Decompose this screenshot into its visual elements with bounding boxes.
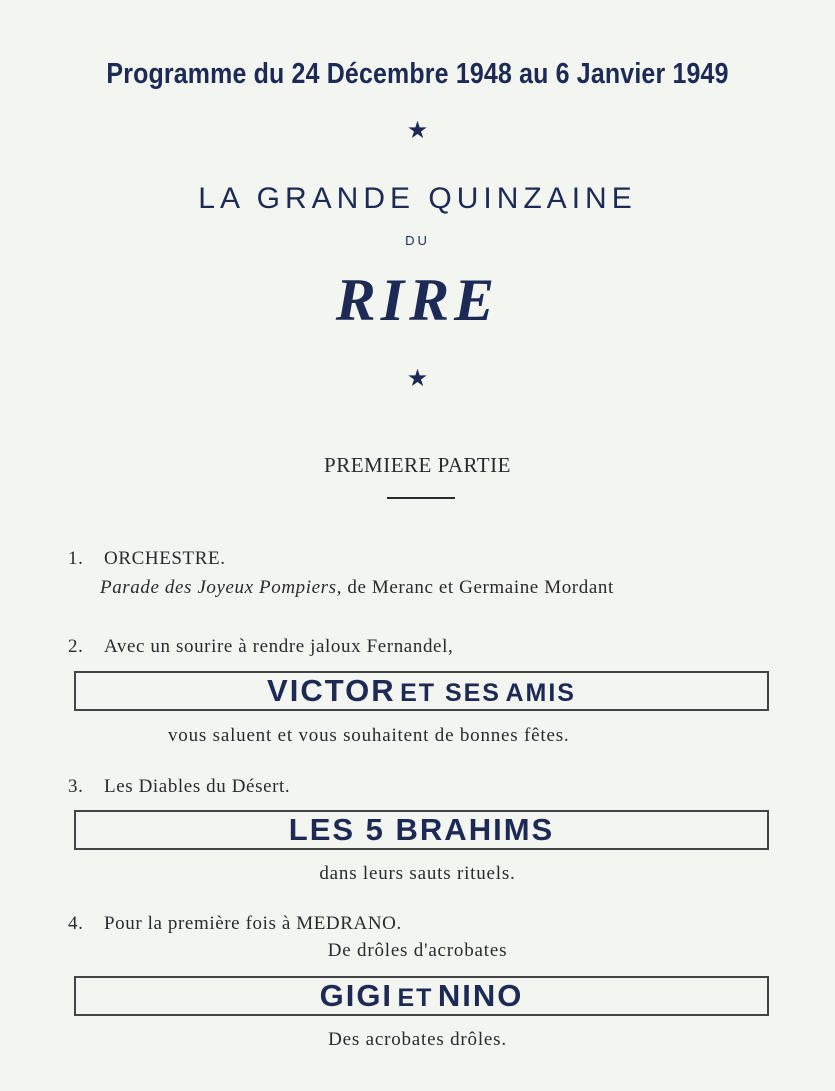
item-1-heading: [68, 548, 226, 570]
item-2-intro: [68, 636, 453, 658]
item-4-intro-2: De drôles d'acrobates: [327, 940, 508, 961]
star-icon: ★: [406, 116, 429, 144]
item-number: 4.: [68, 913, 84, 934]
text-de: de: [347, 577, 367, 598]
act-box-brahims: [74, 810, 769, 850]
item-3-intro: [68, 776, 290, 798]
item-intro: Les Diables du Désert.: [104, 776, 291, 797]
headline-grande-quinzaine: LA GRANDE QUINZAINE: [198, 182, 637, 215]
act-box-victor: [74, 671, 769, 711]
act-name-middle: ET: [397, 984, 434, 1012]
item-1-subtitle: [100, 577, 614, 599]
programme-dates: Programme du 24 Décembre 1948 au 6 Janvier 1949: [106, 58, 729, 90]
act-name: GIGI: [319, 978, 394, 1013]
part-title: PREMIERE PARTIE: [324, 453, 511, 477]
act-box-gigi-nino: [74, 976, 769, 1016]
item-title: ORCHESTRE.: [104, 548, 226, 569]
item-4-intro: [68, 913, 402, 935]
star-icon: ★: [406, 364, 429, 392]
act-name-end: NINO: [437, 978, 524, 1013]
composer-2: Mordant: [544, 577, 614, 598]
item-number: 1.: [68, 548, 84, 569]
composer-1: Meranc: [371, 577, 434, 598]
act-name: VICTOR: [267, 673, 396, 708]
item-4-tagline: Des acrobates drôles.: [328, 1029, 507, 1050]
item-3-tagline: dans leurs sauts rituels.: [319, 863, 516, 884]
piece-title: Parade des Joyeux Pompiers,: [100, 577, 343, 598]
act-name-middle: ET SES: [400, 679, 501, 707]
divider: [387, 497, 455, 499]
headline-du: DU: [405, 233, 430, 248]
item-number: 3.: [68, 776, 84, 797]
act-name: LES 5 BRAHIMS: [288, 812, 555, 847]
text-et: et Germaine: [438, 577, 539, 598]
item-intro: Avec un sourire à rendre jaloux Fernandel,: [104, 636, 454, 657]
item-number: 2.: [68, 636, 84, 657]
act-name-end: AMIS: [505, 679, 576, 707]
headline-rire: RIRE: [335, 267, 500, 333]
item-intro: Pour la première fois à MEDRANO.: [104, 913, 402, 934]
item-2-tagline: vous saluent et vous souhaitent de bonnes fêtes.: [168, 725, 570, 746]
